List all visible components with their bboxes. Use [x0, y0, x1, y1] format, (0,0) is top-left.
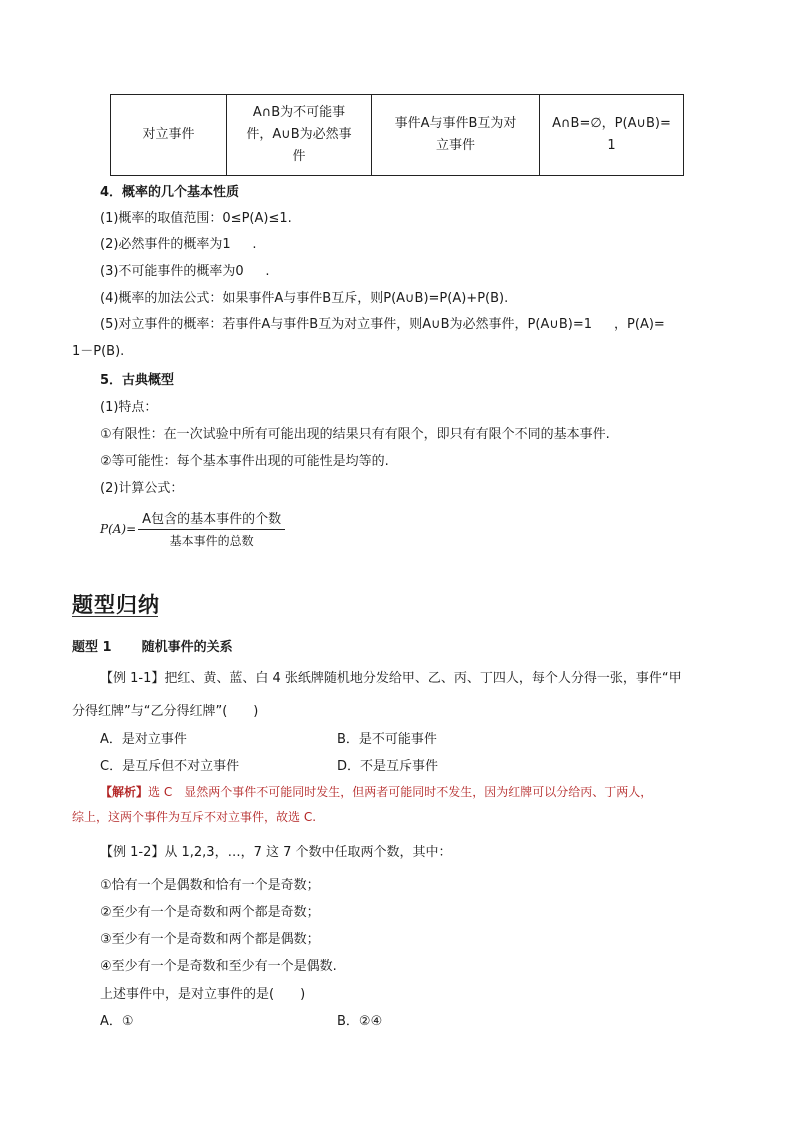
- heading-underline: [72, 616, 158, 617]
- option-b: B．是不可能事件: [337, 732, 437, 747]
- property-2-text: (2)必然事件的概率为: [100, 237, 223, 252]
- cell-text: 对立事件: [142, 127, 195, 142]
- cell-line: 件: [292, 149, 306, 164]
- cell-line: 件，A∪B为必然事: [246, 127, 352, 142]
- table-row: [111, 95, 684, 176]
- analysis-1-1: [100, 783, 652, 800]
- feature-equal-likelihood: ②等可能性：每个基本事件出现的可能性是均等的.: [100, 454, 389, 469]
- choice-3: ③至少有一个是奇数和两个都是偶数；: [100, 932, 320, 947]
- choice-1: ①恰有一个是偶数和恰有一个是奇数；: [100, 878, 320, 893]
- definition-table: [110, 94, 684, 176]
- property-2-end: .: [252, 237, 257, 252]
- option-a: A．①: [100, 1014, 134, 1029]
- property-4: (4)概率的加法公式：如果事件A与事件B互斥，则P(A∪B)=P(A)+P(B).: [100, 291, 509, 306]
- formula-label: (2)计算公式：: [100, 481, 184, 496]
- table-cell-formula: [540, 95, 684, 176]
- analysis-text: 选 C 显然两个事件不可能同时发生，但两者可能同时不发生，因为红牌可以分给丙、丁两人，: [148, 785, 653, 799]
- section-4-title: 4．概率的几个基本性质: [100, 185, 240, 200]
- example-1-1-stem: 【例 1-1】把红、黄、蓝、白 4 张纸牌随机地分发给甲、乙、丙、丁四人，每个人分得一张，事件“甲: [100, 671, 682, 686]
- topic-heading: [72, 636, 233, 655]
- analysis-label: 【解析】: [100, 785, 149, 799]
- cell-line: 事件A与事件B互为对: [394, 116, 517, 131]
- property-5-text: (5)对立事件的概率：若事件A与事件B互为对立事件，则A∪B为必然事件，P(A∪B)=1: [100, 317, 593, 332]
- cell-line: A∩B为不可能事: [252, 105, 346, 120]
- feature-finite: ①有限性：在一次试验中所有可能出现的结果只有有限个，即只有有限个不同的基本事件.: [100, 427, 610, 442]
- option-a: A．是对立事件: [100, 732, 187, 747]
- cell-line: 1: [607, 138, 616, 153]
- cell-line: 立事件: [435, 138, 475, 153]
- property-5-text-end: ，P(A)=: [614, 317, 665, 332]
- formula-lhs: P(A)=: [100, 521, 137, 536]
- property-3: [100, 260, 270, 279]
- choice-2: ②至少有一个是奇数和两个都是奇数；: [100, 905, 320, 920]
- property-1: (1)概率的取值范围：0≤P(A)≤1.: [100, 211, 292, 226]
- classical-probability-formula: [100, 508, 285, 549]
- property-3-end: .: [265, 264, 270, 279]
- formula-numerator: A包含的基本事件的个数: [138, 508, 285, 530]
- section-5-title: 5．古典概型: [100, 373, 175, 388]
- option-b: B．②④: [337, 1014, 383, 1029]
- property-3-answer: 0: [235, 264, 244, 279]
- analysis-1-1-cont: 综上，这两个事件为互斥不对立事件，故选 C.: [72, 810, 317, 824]
- section-heading: 题型归纳: [72, 593, 160, 617]
- formula-fraction: [138, 508, 285, 549]
- property-2: [100, 233, 257, 252]
- property-5-continued: 1－P(B).: [72, 344, 125, 359]
- example-1-2-stem: 【例 1-2】从 1,2,3，…，7 这 7 个数中任取两个数，其中：: [100, 845, 452, 860]
- property-2-answer: 1: [222, 237, 231, 252]
- property-5: [100, 313, 665, 332]
- features-label: (1)特点：: [100, 400, 158, 415]
- choice-4: ④至少有一个是奇数和至少有一个是偶数.: [100, 959, 337, 974]
- example-1-1-stem-cont: 分得红牌”与“乙分得红牌”( ): [72, 704, 259, 719]
- table-cell-event-type: [111, 95, 227, 176]
- option-c: C．是互斥但不对立事件: [100, 759, 240, 774]
- topic-title: 随机事件的关系: [141, 640, 233, 655]
- formula-denominator: 基本事件的总数: [169, 534, 254, 548]
- example-1-2-question: 上述事件中，是对立事件的是( ): [100, 987, 306, 1002]
- table-cell-description: [372, 95, 540, 176]
- option-d: D．不是互斥事件: [337, 759, 439, 774]
- cell-line: A∩B=∅，P(A∪B)=: [552, 116, 671, 131]
- property-3-text: (3)不可能事件的概率为: [100, 264, 236, 279]
- table-cell-condition: [227, 95, 372, 176]
- topic-label: 题型 1: [72, 640, 112, 655]
